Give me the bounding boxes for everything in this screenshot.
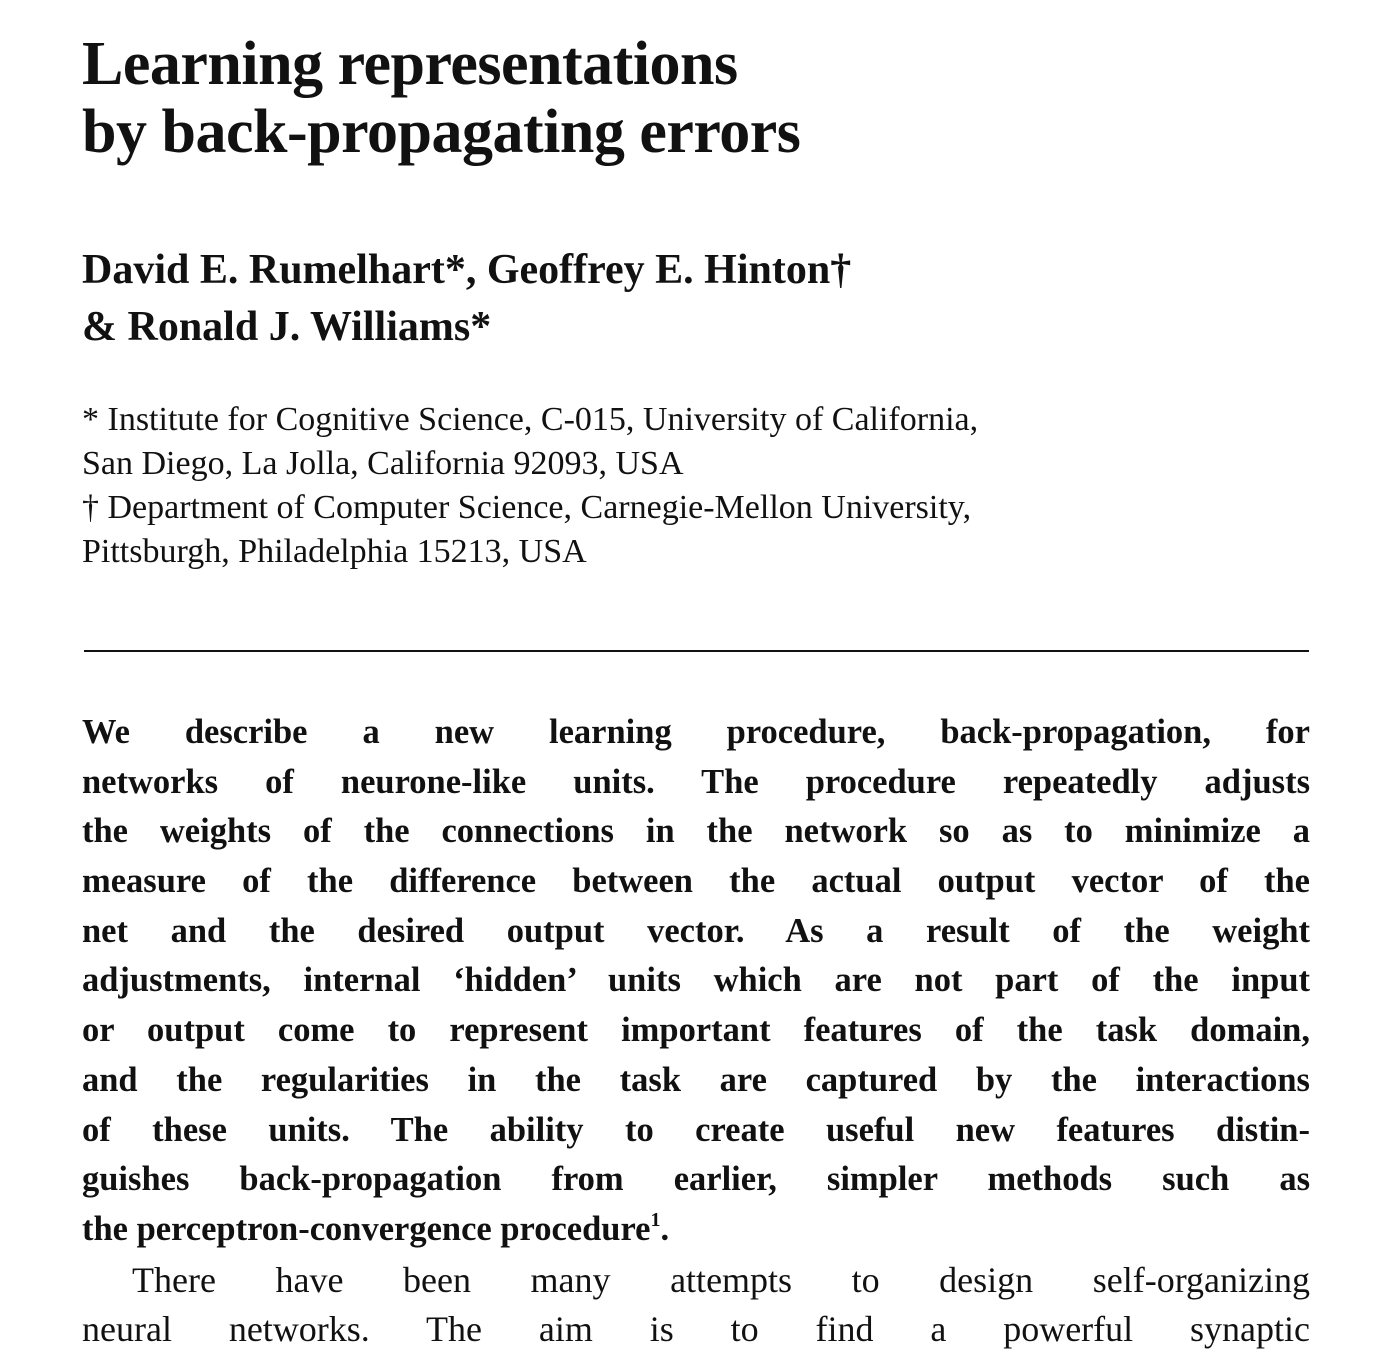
affiliation-line-3: † Department of Computer Science, Carnegie-Mellon University,	[82, 489, 972, 526]
abstract-line: networks of neurone-like units. The procedure repeatedly adjusts	[82, 762, 1310, 801]
body-line: There have been many attempts to design self-organizing	[132, 1260, 1310, 1300]
citation-reference[interactable]: 1	[650, 1208, 661, 1231]
author-list	[82, 242, 851, 356]
abstract-line: of these units. The ability to create useful new features distin-	[82, 1110, 1310, 1149]
affiliation-line-2: San Diego, La Jolla, California 92093, USA	[82, 445, 684, 482]
abstract-last-text: the perceptron-convergence procedure	[82, 1209, 651, 1248]
affiliation-line-1: * Institute for Cognitive Science, C-015, University of California,	[82, 401, 979, 438]
abstract-line: or output come to represent important features of the task domain,	[82, 1011, 1310, 1050]
section-divider	[84, 650, 1309, 652]
affiliation-line-4: Pittsburgh, Philadelphia 15213, USA	[82, 533, 587, 570]
author-line-1: David E. Rumelhart*, Geoffrey E. Hinton†	[82, 247, 852, 293]
abstract-line: guishes back-propagation from earlier, simpler methods such as	[82, 1160, 1310, 1199]
abstract-period: .	[660, 1209, 670, 1248]
abstract-line: the weights of the connections in the network so as to minimize a	[82, 812, 1310, 851]
body-line: neural networks. The aim is to find a powerful synaptic	[82, 1309, 1310, 1349]
abstract-line: net and the desired output vector. As a result of the weight	[82, 911, 1310, 950]
author-line-2: & Ronald J. Williams*	[82, 304, 492, 350]
abstract-last-line	[82, 1205, 1310, 1255]
abstract-line: We describe a new learning procedure, back-propagation, for	[82, 713, 1310, 751]
abstract	[82, 708, 1310, 1255]
abstract-line: and the regularities in the task are captured by the interactions	[82, 1060, 1310, 1099]
paper-title-line-1: Learning representations	[82, 30, 738, 98]
affiliations	[82, 398, 978, 574]
abstract-line: measure of the difference between the actual output vector of the	[82, 862, 1310, 901]
body-text	[82, 1256, 1310, 1354]
abstract-line: adjustments, internal ‘hidden’ units which are not part of the input	[82, 961, 1310, 1000]
paper-title-line-2: by back-propagating errors	[82, 98, 801, 166]
paper-title	[82, 30, 800, 166]
